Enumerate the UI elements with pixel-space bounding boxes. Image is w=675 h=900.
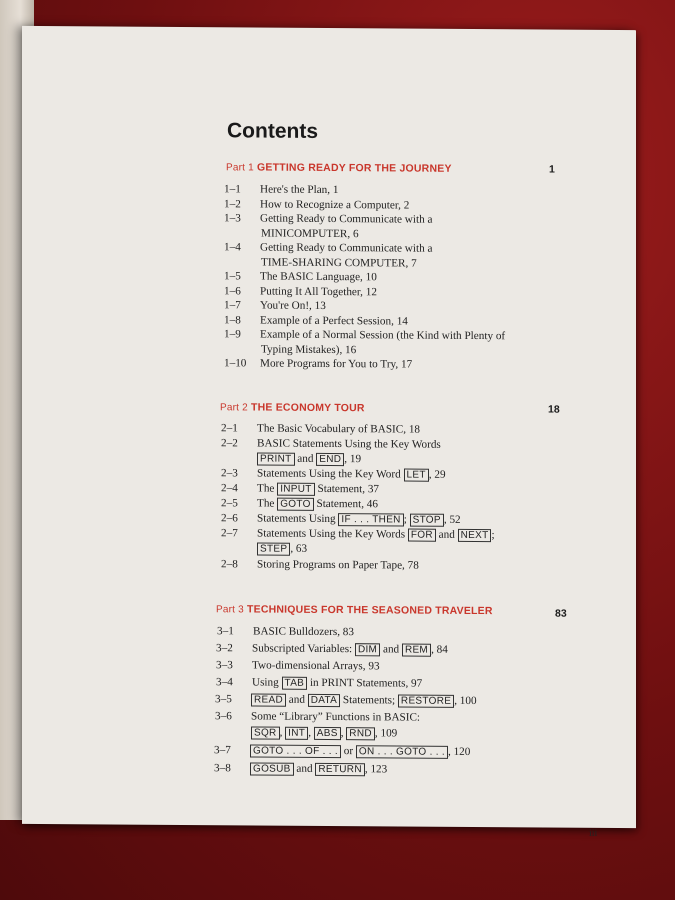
keyword-box: RND (346, 727, 375, 740)
part-2-label: Part 2 (220, 402, 248, 414)
keyword-box: PRINT (257, 452, 295, 465)
keyword-box: FOR (408, 529, 436, 542)
part-1-title: GETTING READY FOR THE JOURNEY (257, 161, 452, 175)
keyword-box: RESTORE (398, 694, 454, 707)
keyword-box: GOTO . . . OF . . . (250, 744, 341, 758)
toc-entry-continuation: SQR , INT , ABS , RND , 109 (251, 725, 397, 741)
keyword-box: IF . . . THEN (338, 513, 403, 526)
part-3-title: TECHNIQUES FOR THE SEASONED TRAVELER (247, 603, 493, 618)
keyword-box: INPUT (277, 483, 315, 496)
part-2-title: THE ECONOMY TOUR (251, 401, 365, 415)
keyword-box: RETURN (315, 763, 364, 776)
keyword-box: TAB (282, 677, 308, 690)
keyword-box: NEXT (458, 529, 492, 542)
keyword-box: INT (285, 727, 308, 740)
keyword-box: DIM (355, 643, 380, 656)
part-3-heading (216, 603, 493, 617)
toc-entry-continuation: Typing Mistakes), 16 (261, 343, 357, 356)
part-2-page: 18 (548, 403, 560, 416)
part-3-page: 83 (555, 607, 567, 620)
keyword-box: END (316, 453, 344, 466)
part-1-heading (226, 161, 452, 175)
keyword-box: LET (404, 469, 429, 482)
contents-page: Contents Part 1 GETTING READY FOR THE JOURNEY 1 1–1 Here's the Plan, 1 1–2 How to Recognize a Computer, 2 1–3 Getting Ready to Communicate with a MINICOMPUTER, 6 1–4 Getting Ready to Communicate with a TIME-SHARING COMPUTER, 7 1–5 The BASIC Language, 10 1–6 Putting It All Together, 12 1–7 You're On!, 13 1–8 Example of a Perfect Session, 14 1–9 Example of a Normal Session (the Kind with Plenty of Typing Mistakes), 16 1–10 More Programs for You to Try, 17 Part 2 THE ECONOMY TOUR 18 2–1 The Basic Vocabulary of BASIC, 18 2–2 BASIC Statements Using the Key Words PRINT and END , 19 2–3 Statements Using the Key Word LET , 29 2–4 The INPUT Statement, 37 2–5 The GOTO Statement, 46 2–6 Statements Using IF . . . THEN ; STOP , 52 2–7 Statements Using the Key Words FOR and NEXT ; STEP , 63 2–8 Storing Programs on Paper Tape, 78 Part 3 TECHNIQUES FOR THE SEASONED TRAVELER 83 3–1 BASIC Bulldozers, 83 3–2 Subscripted Variables: DIM and REM , 84 3–3 Two-dimensional Arrays, 93 3–4 Using TAB in PRINT Statements, 97 3–5 READ and DATA Statements; RESTORE , 100 3–6 Some “Library” Functions in BASIC: SQR , INT , ABS , RND , 109 3–7 GOTO . . . OF . . . or ON . . . GOTO . . . , 120 3–8 GOSUB and RETURN , 123 iii (22, 26, 636, 828)
keyword-box: ON . . . GOTO . . . (356, 745, 448, 759)
toc-entry-continuation: MINICOMPUTER, 6 (261, 227, 359, 240)
page-number: iii (589, 827, 598, 839)
toc-entry-continuation: STEP , 63 (257, 541, 307, 556)
part-3-label: Part 3 (216, 604, 244, 616)
part-1-label: Part 1 (226, 162, 254, 174)
keyword-box: GOTO (277, 498, 313, 511)
keyword-box: ABS (314, 727, 341, 740)
keyword-box: DATA (308, 694, 340, 707)
keyword-box: READ (251, 693, 286, 706)
part-1-page: 1 (549, 163, 555, 176)
keyword-box: GOSUB (250, 762, 294, 775)
page-title: Contents (227, 119, 318, 143)
keyword-box: SQR (251, 726, 280, 739)
toc-entry-continuation: PRINT and END , 19 (257, 451, 361, 467)
toc-entry-continuation: TIME-SHARING COMPUTER, 7 (261, 256, 417, 270)
part-1-entries: 1–1 Here's the Plan, 1 1–2 How to Recognize a Computer, 2 1–3 Getting Ready to Communicate with a MINICOMPUTER, 6 1–4 Getting Ready to Communicate with a TIME-SHARING COMPUTER, 7 1–5 The BASIC Language, 10 1–6 Putting It All Together, 12 1–7 You're On!, 13 1–8 Example of a Perfect Session, 14 1–9 Example of a Normal Session (the Kind with Plenty of Typing Mistakes), 16 1–10 More Programs for You to Try, 17 (224, 183, 506, 371)
part-2-heading (220, 401, 365, 414)
keyword-box: STOP (410, 514, 444, 527)
keyword-box: STEP (257, 542, 290, 555)
keyword-box: REM (402, 644, 431, 657)
